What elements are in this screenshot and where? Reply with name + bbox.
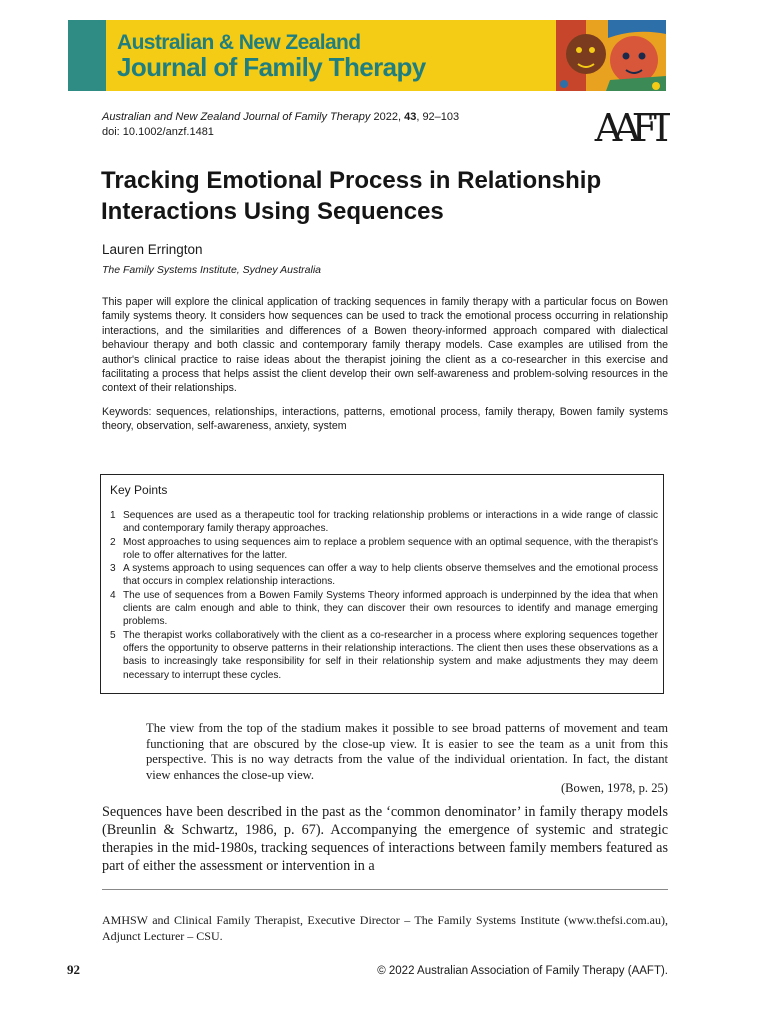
citation-volume: 43: [404, 111, 417, 123]
author-footnote: AMHSW and Clinical Family Therapist, Executive Director – The Family Systems Institute (www.thefsi.com.au), Adjunct Lecturer – CSU.: [102, 913, 668, 943]
key-point-text: Sequences are used as a therapeutic tool for tracking relationship problems or interactions in a wide range of classic and contemporary family therapy approaches.: [123, 510, 658, 535]
key-points-list: [110, 509, 658, 682]
body-paragraph: Sequences have been described in the past as the ‘common denominator’ in family therapy models (Breunlin & Schwartz, 1986, p. 67). Accompanying the emergence of systemic and strategic therapies in the mid-1980s, tracking sequences of interactions between family members featured as part of either the assessment or intervention in a: [102, 804, 668, 874]
citation-block: [102, 110, 459, 140]
journal-banner: [68, 20, 666, 91]
key-point-item: [110, 509, 658, 536]
key-point-text: Most approaches to using sequences aim to replace a problem sequence with an optimal sequence, with the therapist's role to offer alternatives for the latter.: [123, 536, 658, 561]
article-title: Tracking Emotional Process in Relationship Interactions Using Sequences: [101, 167, 602, 225]
key-point-item: [110, 562, 658, 589]
abstract: This paper will explore the clinical application of tracking sequences in family therapy with a particular focus on Bowen family systems theory. It considers how sequences can be used to track the emotional process occurring in relationship interactions, and the similarities and differences of a Bowen theory-informed approach compared with dialectical behaviour therapy and both classic and contemporary family therapy models. Case examples are utilised from the author's clinical practice to raise ideas about the therapist joining the client as a co-researcher in this exercise and facilitating a process that helps assist the client develop their own self-awareness and problem-solving resources in the context of their relationships.: [102, 296, 668, 395]
author-name: Lauren Errington: [102, 242, 203, 257]
logo-text: AAFT: [594, 106, 666, 149]
keywords-list: sequences, relationships, interactions, patterns, emotional process, family therapy, Bowen family systems theory, observation, self-awareness, anxiety, system: [102, 406, 668, 433]
journal-name-line1: Australian & New Zealand: [117, 31, 361, 54]
copyright-notice: © 2022 Australian Association of Family Therapy (AAFT).: [377, 965, 668, 977]
key-point-number: 2: [110, 536, 116, 548]
keywords: [102, 405, 668, 434]
key-points-heading: Key Points: [110, 483, 168, 497]
key-point-item: [110, 536, 658, 563]
banner-artwork-icon: [556, 20, 666, 91]
key-point-text: The use of sequences from a Bowen Family Systems Theory informed approach is underpinned by the idea that when clients are calm enough and able to think, they can discover their own resources to identify and manage emerging problems.: [123, 589, 658, 628]
key-point-number: 4: [110, 589, 116, 601]
citation-journal: Australian and New Zealand Journal of Family Therapy: [102, 111, 371, 123]
key-point-text: A systems approach to using sequences can offer a way to help clients observe themselves and the emotional process that occurs in complex relationship interactions.: [123, 563, 658, 588]
citation-doi: doi: 10.1002/anzf.1481: [102, 126, 214, 138]
page-number: 92: [67, 962, 80, 977]
citation-year: 2022,: [373, 111, 402, 123]
key-point-number: 3: [110, 563, 116, 575]
epigraph-source: (Bowen, 1978, p. 25): [560, 781, 668, 795]
aaft-logo-icon: [590, 97, 670, 149]
key-point-item: [110, 589, 658, 629]
footnote-divider: [102, 889, 668, 890]
key-points-box: [100, 474, 664, 694]
key-point-text: The therapist works collaboratively with the client as a co-researcher in a process where exploring sequences together offers the opportunity to observe patterns in their relationship interactions. The client then uses these observations as a basis to increasingly take responsibility for self in their relationship system and make adjustments they may deem necessary to interrupt these cycles.: [123, 629, 658, 681]
key-point-number: 5: [110, 629, 116, 641]
key-point-number: 1: [110, 510, 116, 521]
epigraph-quote: The view from the top of the stadium makes it possible to see broad patterns of movement and team functioning that are obscured by the close-up view. It is easier to see the team as a unit from this perspective. This is no way detracts from the value of the individual orientation. In fact, the distant view enhances the close-up view.: [146, 721, 668, 782]
key-point-item: [110, 629, 658, 682]
author-affiliation: The Family Systems Institute, Sydney Australia: [102, 264, 322, 276]
citation-pages: , 92–103: [416, 111, 460, 123]
journal-name-line2: Journal of Family Therapy: [117, 52, 426, 82]
keywords-label: Keywords:: [102, 406, 152, 418]
banner-teal-block: [68, 20, 106, 91]
